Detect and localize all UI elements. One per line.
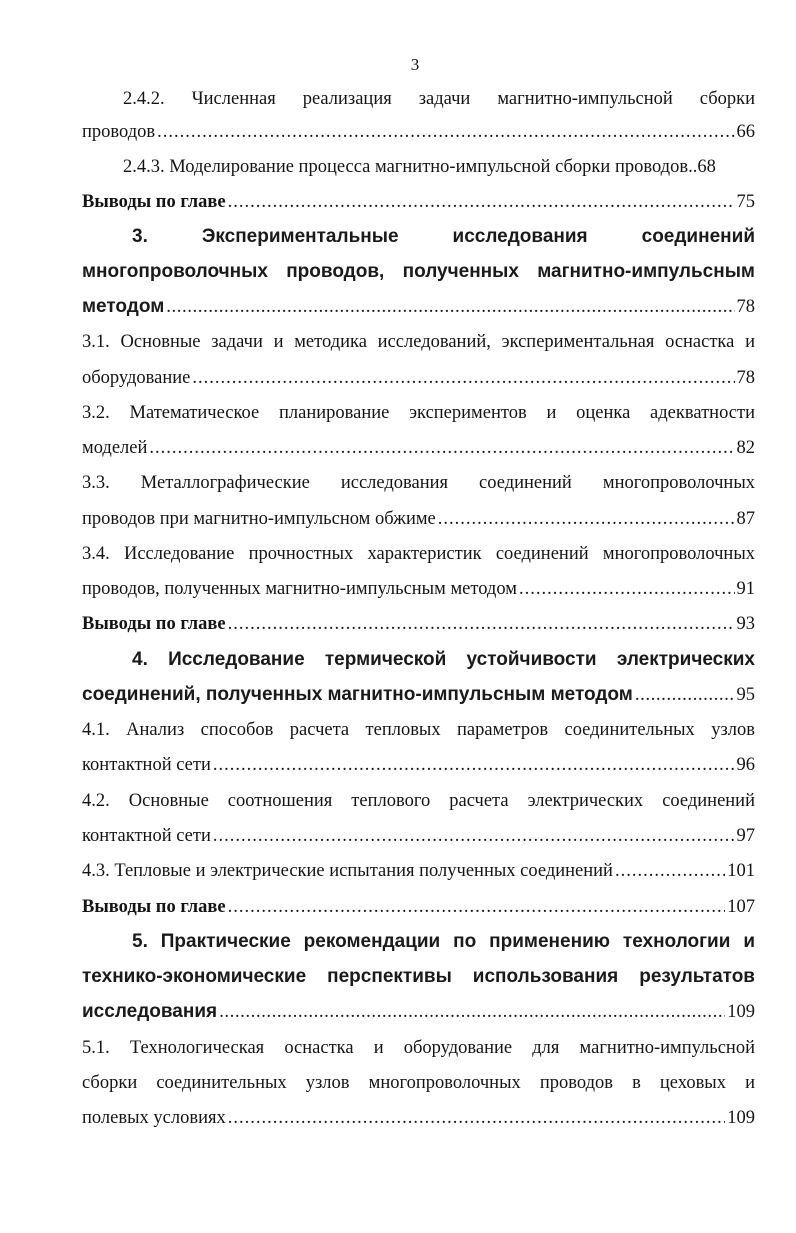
toc-text: проводов при магнитно-импульсном обжиме [82,509,436,529]
toc-chapter-3-line-2: многопроволочных проводов, полученных магнитно-импульсным [82,261,755,282]
toc-page: 101 [727,861,755,881]
toc-page: 78 [736,368,755,388]
toc-entry-4-2-line-2 [82,822,755,850]
toc-text: методом [82,296,165,317]
toc-text: моделей [82,438,148,458]
toc-page: 93 [736,614,755,634]
toc-entry-3-1-line-2 [82,364,755,392]
toc-text: 2.4.3. Моделирование процесса магнитно-импульсной сборки проводов.. [123,157,698,177]
toc-leader [228,610,735,638]
toc-entry-3-2-line-2 [82,434,755,462]
toc-leader [213,822,735,850]
toc-page: 96 [736,755,755,775]
toc-page: 107 [727,897,755,917]
toc-page: 87 [736,509,755,529]
toc-leader [228,893,726,921]
toc-text: исследования [82,1001,218,1022]
toc-text: Выводы по главе [82,897,226,917]
toc-chapter-4-line-2 [82,681,755,709]
toc-leader [228,1104,726,1132]
toc-leader [157,118,734,146]
toc-conclusions-chapter-4 [82,893,755,921]
toc-page: 95 [736,685,755,705]
toc-leader [213,751,735,779]
toc-entry-3-3-line-1: 3.3. Металлографические исследования соединений многопроволочных [82,473,755,493]
toc-leader [219,998,725,1026]
toc-entry-4-1-line-2 [82,751,755,779]
toc-page: 82 [736,438,755,458]
toc-entry-5-1-line-2: сборки соединительных узлов многопроволочных проводов в цеховых и [82,1073,755,1093]
toc-entry-5-1-line-1: 5.1. Технологическая оснастка и оборудование для магнитно-импульсной [82,1038,755,1058]
toc-page: 91 [736,579,755,599]
toc-chapter-4-line-1: 4. Исследование термической устойчивости электрических [132,649,755,670]
toc-leader [192,364,734,392]
toc-entry-4-1-line-1: 4.1. Анализ способов расчета тепловых параметров соединительных узлов [82,720,755,740]
toc-text: проводов [82,122,156,142]
toc-text: оборудование [82,368,191,388]
toc-leader [228,188,735,216]
toc-text: проводов, полученных магнитно-импульсным методом [82,579,517,599]
toc-leader [438,505,735,533]
toc-entry-2-4-2-line-2 [82,118,755,146]
toc-chapter-5-line-2: технико-экономические перспективы использования результатов [82,966,755,987]
toc-entry-2-4-3 [123,153,755,181]
toc-chapter-3-line-3 [82,293,755,321]
toc-conclusions-chapter-2 [82,188,755,216]
toc-conclusions-chapter-3 [82,610,755,638]
toc-chapter-3-line-1: 3. Экспериментальные исследования соединений [132,226,755,247]
toc-text: контактной сети [82,755,211,775]
page-number: 3 [410,55,420,74]
toc-entry-3-4-line-2 [82,575,755,603]
toc-page: 97 [736,826,755,846]
toc-page: 109 [727,1108,755,1128]
toc-page: 78 [736,297,755,317]
toc-entry-3-2-line-1: 3.2. Математическое планирование экспериментов и оценка адекватности [82,403,755,423]
toc-leader [635,681,735,709]
toc-page: 75 [736,192,755,212]
toc-entry-4-2-line-1: 4.2. Основные соотношения теплового расчета электрических соединений [82,791,755,811]
toc-text: Выводы по главе [82,192,226,212]
toc-entry-4-3 [82,857,755,885]
toc-entry-3-1-line-1: 3.1. Основные задачи и методика исследований, экспериментальная оснастка и [82,332,755,352]
toc-text: Выводы по главе [82,614,226,634]
toc-leader [519,575,735,603]
toc-entry-5-1-line-3 [82,1104,755,1132]
toc-chapter-5-line-3 [82,998,755,1026]
toc-text: соединений, полученных магнитно-импульсным методом [82,684,633,705]
toc-leader [166,293,734,321]
toc-entry-2-4-2-line-1: 2.4.2. Численная реализация задачи магнитно-импульсной сборки [123,89,755,109]
toc-leader [615,857,725,885]
toc-chapter-5-line-1: 5. Практические рекомендации по применению технологии и [132,931,755,952]
toc-entry-3-3-line-2 [82,505,755,533]
toc-page: 109 [727,1002,755,1022]
toc-entry-3-4-line-1: 3.4. Исследование прочностных характеристик соединений многопроволочных [82,544,755,564]
toc-page: 68 [697,157,716,177]
toc-leader [149,434,734,462]
toc-text: 4.3. Тепловые и электрические испытания полученных соединений [82,861,613,881]
toc-text: контактной сети [82,826,211,846]
toc-page: 66 [736,122,755,142]
toc-text: полевых условиях [82,1108,226,1128]
